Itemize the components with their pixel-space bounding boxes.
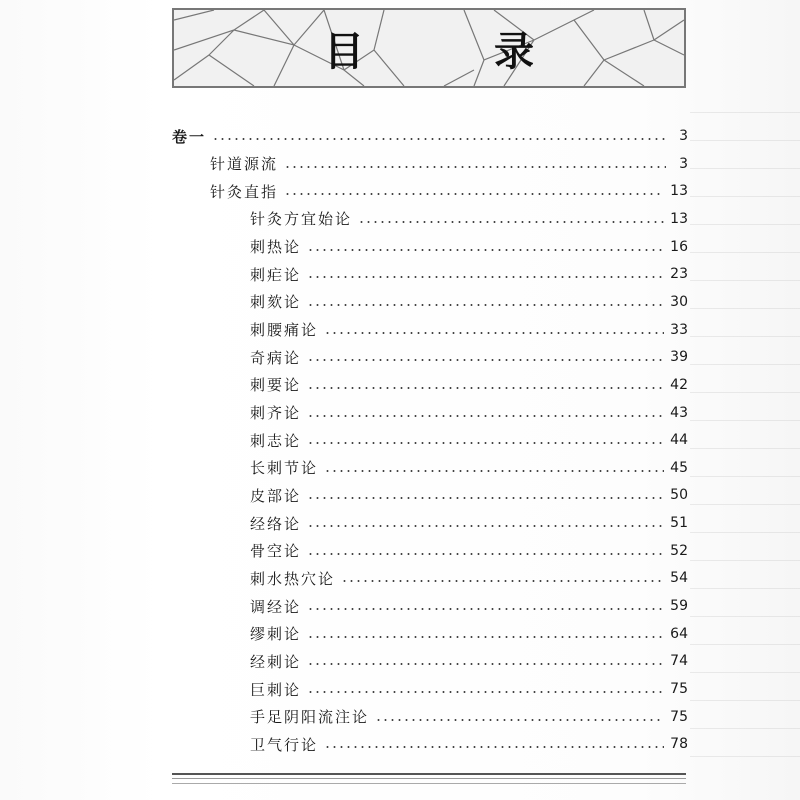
toc-entry[interactable] [210, 152, 688, 176]
toc-entry-label: 经络论 [250, 514, 302, 533]
toc-entry-label: 骨空论 [250, 542, 302, 561]
dot-leader [307, 304, 664, 306]
footer-rule [172, 773, 686, 779]
dot-leader [307, 249, 664, 251]
toc-entry-page: 50 [670, 487, 688, 504]
dot-leader [307, 525, 664, 527]
toc-entry[interactable] [172, 124, 688, 148]
toc-entry-page: 42 [670, 376, 688, 393]
toc-entry-page: 75 [670, 681, 688, 697]
dot-leader [307, 663, 664, 665]
dot-leader [307, 608, 664, 610]
dot-leader [307, 442, 664, 444]
dot-leader [307, 387, 664, 389]
toc-entry[interactable] [250, 705, 688, 729]
toc-entry[interactable] [250, 345, 688, 369]
toc-entry-label: 巨刺论 [250, 680, 302, 699]
dot-leader [307, 636, 664, 638]
toc-entry-page: 13 [670, 210, 688, 227]
toc-title: 目 录 [324, 28, 592, 75]
toc-entry-page: 44 [670, 432, 688, 449]
toc-entry-label: 经刺论 [250, 652, 302, 671]
toc-entry-label: 刺腰痛论 [250, 321, 319, 340]
dot-leader [358, 221, 664, 223]
toc-entry-label: 刺水热穴论 [250, 569, 336, 588]
toc-entry[interactable] [250, 566, 688, 590]
toc-entry-page: 54 [670, 570, 688, 587]
dot-leader [307, 359, 664, 361]
toc-entry[interactable] [250, 649, 688, 673]
toc-entry[interactable] [250, 732, 688, 756]
toc-entry-page: 52 [670, 542, 688, 559]
toc-entry[interactable] [210, 179, 688, 203]
toc-entry[interactable] [250, 207, 688, 231]
dot-leader [284, 193, 664, 195]
toc-entry[interactable] [250, 262, 688, 286]
toc-entry-page: 59 [670, 598, 688, 615]
toc-entry-page: 64 [670, 625, 688, 642]
toc-entry-page: 78 [670, 736, 688, 753]
toc-entry-label: 刺疟论 [250, 265, 302, 284]
toc-entry-label: 长刺节论 [250, 459, 319, 478]
toc-entry[interactable] [250, 428, 688, 452]
toc-entry[interactable] [250, 539, 688, 563]
toc-entry-label: 刺志论 [250, 431, 302, 450]
toc-entry-label: 调经论 [250, 597, 302, 616]
toc-entry-page: 23 [670, 266, 688, 283]
toc-entry-page: 30 [670, 293, 688, 310]
toc-entry[interactable] [250, 401, 688, 425]
toc-entry[interactable] [250, 677, 688, 701]
toc-entry-label: 针灸直指 [210, 182, 279, 201]
toc-entry[interactable] [250, 318, 688, 342]
dot-leader [324, 470, 664, 472]
toc-entry-page: 3 [679, 155, 688, 172]
toc-entry-page: 74 [670, 653, 688, 670]
toc-entry-page: 45 [670, 459, 688, 476]
dot-leader [307, 691, 664, 693]
toc-entry-page: 51 [670, 515, 688, 532]
toc-entry-label: 缪刺论 [250, 625, 302, 644]
footer-rule-thin [172, 783, 686, 784]
toc-entry-page: 13 [670, 183, 688, 200]
toc-entry[interactable] [250, 235, 688, 259]
toc-entry-label: 卷一 [172, 127, 207, 146]
toc-entry-label: 刺齐论 [250, 404, 302, 422]
toc-entry-label: 刺要论 [250, 376, 302, 395]
toc-entry-label: 刺热论 [250, 238, 302, 257]
toc-entry-label: 卫气行论 [250, 735, 319, 754]
toc-entry-page: 39 [670, 349, 688, 366]
toc-entry[interactable] [250, 511, 688, 535]
dot-leader [307, 497, 664, 499]
toc-entry-page: 75 [670, 708, 688, 725]
toc-entry[interactable] [250, 290, 688, 314]
toc-entry[interactable] [250, 456, 688, 480]
toc-entry-page: 3 [679, 128, 688, 144]
dot-leader [212, 138, 666, 140]
dot-leader [307, 415, 664, 417]
dot-leader [375, 719, 664, 721]
dot-leader [324, 332, 664, 334]
toc-entry-label: 皮部论 [250, 486, 302, 505]
toc-entry[interactable] [250, 594, 688, 618]
dot-leader [307, 553, 664, 555]
toc-entry-page: 16 [670, 238, 688, 255]
toc-entry-label: 刺欬论 [250, 293, 302, 312]
toc-entry-label: 手足阴阳流注论 [250, 708, 370, 727]
dot-leader [307, 276, 664, 278]
toc-entry-page: 43 [670, 404, 688, 421]
dot-leader [341, 580, 664, 582]
toc-entry[interactable] [250, 483, 688, 507]
toc-entry-label: 针灸方宜始论 [250, 210, 353, 229]
dot-leader [324, 746, 664, 748]
toc-entry-page: 33 [670, 321, 688, 338]
toc-entry-label: 奇病论 [250, 348, 302, 367]
dot-leader [284, 166, 666, 168]
toc-entry[interactable] [250, 622, 688, 646]
toc-entry-label: 针道源流 [210, 155, 279, 174]
toc-entry[interactable] [250, 373, 688, 397]
